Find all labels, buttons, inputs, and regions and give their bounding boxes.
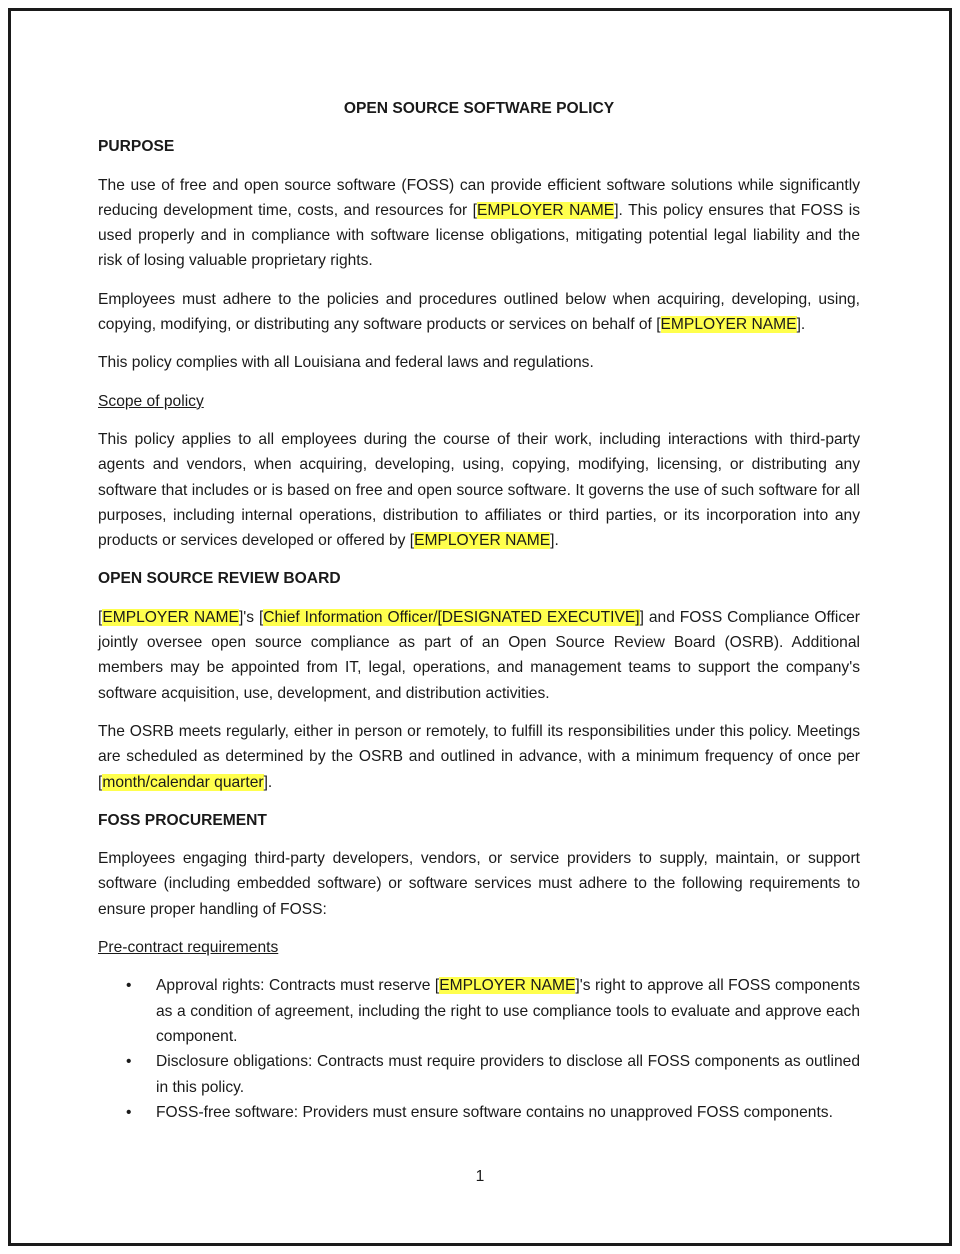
purpose-paragraph-1 [98,173,860,274]
placeholder-meeting-frequency: month/calendar quarter [102,773,264,791]
text-run: ]. This policy ensures that FOSS is used properly and in compliance with software license obligations, mitigating potential legal liability and the risk of losing valuable proprietary rights. [98,201,860,270]
text-run: [ [98,608,103,626]
bullet-icon: • [126,1053,132,1071]
placeholder-employer-name: EMPLOYER NAME [439,977,576,995]
text-run: ]. [550,532,559,550]
placeholder-employer-name: EMPLOYER NAME [477,201,615,219]
pre-contract-subheading: Pre-contract requirements [98,939,279,957]
document-body [98,96,860,1125]
purpose-paragraph-3: This policy complies with all Louisiana and federal laws and regulations. [98,354,594,372]
scope-paragraph-1 [98,427,860,553]
bullet-icon: • [126,1103,132,1121]
review-board-heading: OPEN SOURCE REVIEW BOARD [98,570,341,588]
text-run: FOSS-free software: Providers must ensure software contains no unapproved FOSS components. [156,1103,833,1121]
list-item [98,973,860,1049]
text-run: ] and FOSS Compliance Officer jointly oversee open source compliance as part of an Open Source Review Board (OSRB). Additional members may be appointed from IT, legal, operations, and management teams to support the company's software acquisition, use, development, and distribution activities. [98,608,860,702]
procurement-paragraph-1: Employees engaging third-party developers, vendors, or service providers to supply, maintain, or support software (including embedded software) or software services must adhere to the following requirements to ensure proper handling of FOSS: [98,850,860,918]
placeholder-employer-name: EMPLOYER NAME [102,608,239,626]
procurement-heading: FOSS PROCUREMENT [98,811,267,829]
document-title: OPEN SOURCE SOFTWARE POLICY [343,100,615,117]
text-run: ]'s right to approve all FOSS components as a condition of agreement, including the right to use compliance tools to evaluate and approve each component. [156,977,860,1045]
text-run: The use of free and open source software (FOSS) can provide efficient software solutions while significantly reducing development time, costs, and resources for [ [98,176,860,219]
placeholder-employer-name: EMPLOYER NAME [414,532,551,550]
purpose-paragraph-2 [98,287,860,338]
list-item [98,1049,860,1100]
scope-subheading: Scope of policy [98,392,204,410]
text-run: ]. [796,316,806,334]
text-run: ]'s [ [238,608,264,626]
review-board-paragraph-2 [98,719,860,795]
text-run: Disclosure obligations: Contracts must require providers to disclose all FOSS components as outlined in this policy. [156,1053,860,1096]
bullet-icon: • [126,977,132,995]
text-run: ]. [263,773,273,791]
review-board-paragraph-1 [98,605,860,706]
placeholder-designated-executive: Chief Information Officer/[DESIGNATED EXECUTIVE] [263,608,640,626]
pre-contract-list [98,973,860,1125]
text-run: This policy applies to all employees during the course of their work, including interactions with third-party agents and vendors, when acquiring, developing, using, copying, modifying, licensing, or distributing any software that includes or is based on free and open source software. It governs the use of such software for all purposes, including internal operations, distribution to affiliates or third parties, or its incorporation into any products or services developed or offered by [ [98,430,860,550]
text-run: Approval rights: Contracts must reserve [ [156,977,440,995]
text-run: The OSRB meets regularly, either in person or remotely, to fulfill its responsibilities under this policy. Meetings are scheduled as determined by the OSRB and outlined in advance, with a minimum frequency of once per [ [98,722,860,791]
text-run: Employees must adhere to the policies and procedures outlined below when acquiring, developing, using, copying, modifying, or distributing any software products or services on behalf of [ [98,290,860,334]
page-number: 1 [475,1168,485,1185]
list-item [98,1100,860,1125]
placeholder-employer-name: EMPLOYER NAME [660,316,797,334]
purpose-heading: PURPOSE [98,138,175,156]
